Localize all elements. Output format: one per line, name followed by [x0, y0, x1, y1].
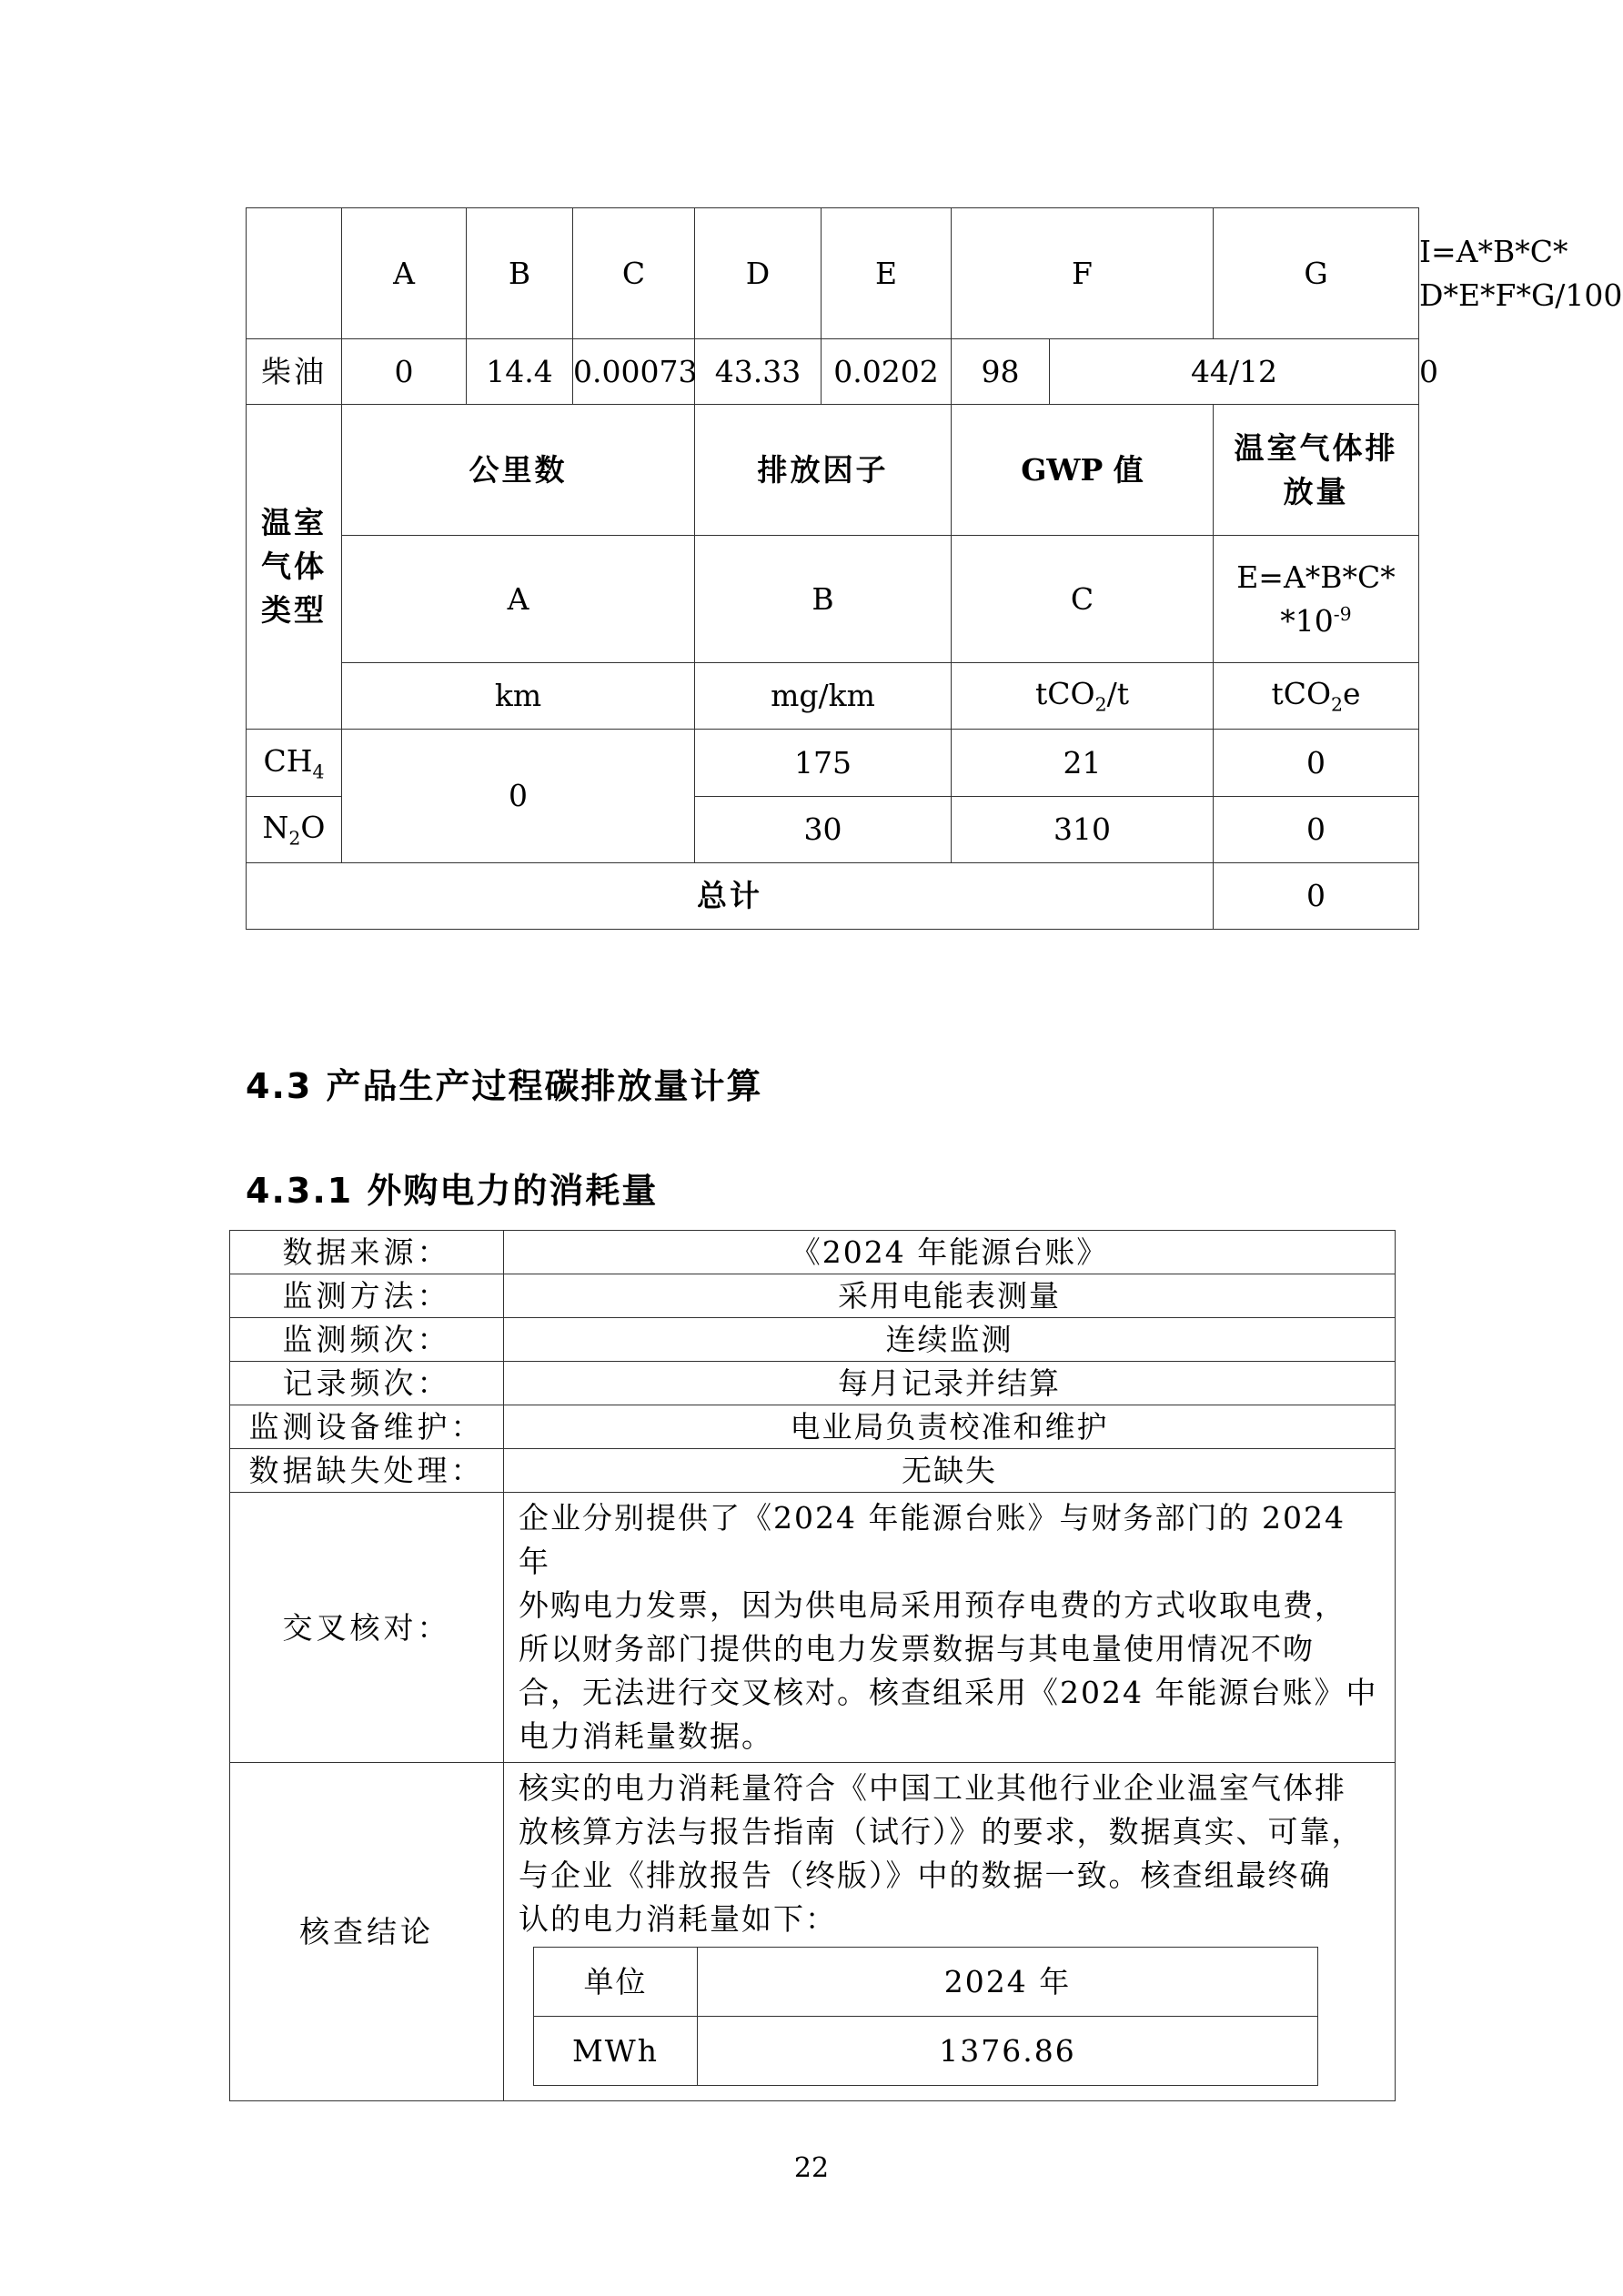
table-row — [230, 1449, 1396, 1493]
conclusion-row — [230, 1763, 1396, 2101]
table-row — [534, 2017, 1318, 2086]
label-line: 气体 — [261, 549, 327, 585]
row-label: 记录频次： — [230, 1362, 504, 1405]
table-cell: A — [342, 536, 695, 663]
table-cell: C — [573, 208, 695, 339]
total-value: 0 — [1214, 863, 1419, 930]
unit-part: tCO — [1271, 676, 1332, 712]
table-cell: A — [342, 208, 467, 339]
text-line: 认的电力消耗量如下： — [519, 1901, 837, 1937]
unit-part: /t — [1106, 676, 1129, 712]
table-cell: 21 — [952, 730, 1214, 797]
row-label: 交叉核对： — [230, 1493, 504, 1763]
total-row — [247, 863, 1419, 930]
gas-name: O — [300, 810, 326, 846]
unit-subscript: 2 — [1094, 693, 1107, 716]
text-line: 企业分别提供了《2024 年能源台账》与财务部门的 2024 年 — [519, 1500, 1346, 1579]
letter-row — [247, 536, 1419, 663]
gas-name: N — [262, 810, 289, 846]
label-line: 温室 — [261, 505, 327, 541]
label-line: 温室气体排 — [1234, 429, 1398, 466]
row-value: 《2024 年能源台账》 — [504, 1231, 1396, 1274]
row-label: 监测设备维护： — [230, 1405, 504, 1449]
gwp-header: GWP 值 — [952, 405, 1214, 536]
table-cell: 0 — [342, 339, 467, 405]
table-cell: 43.33 — [695, 339, 822, 405]
table-cell — [247, 208, 342, 339]
table-cell: 44/12 — [1050, 339, 1419, 405]
formula-base: *10 — [1280, 602, 1334, 639]
gas-label — [247, 730, 342, 797]
table-cell: 98 — [952, 339, 1050, 405]
unit-part: e — [1343, 676, 1361, 712]
table-cell: 0.00073 — [573, 339, 695, 405]
table-cell: G — [1214, 208, 1419, 339]
row-value: 每月记录并结算 — [504, 1362, 1396, 1405]
label-line: 类型 — [261, 591, 327, 628]
table-row — [230, 1318, 1396, 1362]
table-row — [230, 1362, 1396, 1405]
text-line: 合，无法进行交叉核对。核查组采用《2024 年能源台账》中 — [519, 1675, 1378, 1710]
gas-subscript: 2 — [288, 827, 301, 850]
row-value: 采用电能表测量 — [504, 1274, 1396, 1318]
text-line: 所以财务部门提供的电力发票数据与其电量使用情况不吻 — [519, 1631, 1315, 1667]
subsection-heading: 4.3.1 外购电力的消耗量 — [246, 1171, 659, 1211]
page-number: 22 — [793, 2152, 830, 2184]
table-cell: E — [822, 208, 952, 339]
table-row — [230, 1274, 1396, 1318]
section-heading: 4.3 产品生产过程碳排放量计算 — [246, 1066, 763, 1106]
cross-check-row — [230, 1493, 1396, 1763]
table-cell — [1214, 663, 1419, 730]
text-line: 核实的电力消耗量符合《中国工业其他行业企业温室气体排 — [519, 1770, 1346, 1806]
consumption-result-table — [533, 1947, 1318, 2086]
table-row — [230, 1405, 1396, 1449]
row-label: 数据缺失处理： — [230, 1449, 504, 1493]
mileage-value: 0 — [342, 730, 695, 863]
table-cell: 175 — [695, 730, 952, 797]
gas-label — [247, 797, 342, 863]
row-value: 电业局负责校准和维护 — [504, 1405, 1396, 1449]
table-cell: 0 — [1214, 797, 1419, 863]
row-label: 监测方法： — [230, 1274, 504, 1318]
ghg-header-row — [247, 405, 1419, 536]
table-cell: 0 — [1214, 730, 1419, 797]
row-label: 监测频次： — [230, 1318, 504, 1362]
unit-subscript: 2 — [1331, 693, 1344, 716]
unit-part: tCO — [1035, 676, 1095, 712]
diesel-row: 柴油 0 14.4 0.00073 43.33 0.0202 98 44/12 0 — [247, 339, 1419, 405]
table-cell: mg/km — [695, 663, 952, 730]
label-line: 放量 — [1283, 473, 1349, 509]
gas-name: CH — [263, 742, 313, 779]
mileage-header: 公里数 — [342, 405, 695, 536]
table-cell: B — [467, 208, 573, 339]
unit-row — [247, 663, 1419, 730]
gas-subscript: 4 — [312, 760, 325, 783]
unit-value: MWh — [534, 2017, 698, 2086]
ghg-type-label — [247, 405, 342, 730]
unit-header: 单位 — [534, 1948, 698, 2017]
row-value: 连续监测 — [504, 1318, 1396, 1362]
text-line: 与企业《排放报告（终版）》中的数据一致。核查组最终确 — [519, 1858, 1332, 1893]
row-value: 无缺失 — [504, 1449, 1396, 1493]
text-line: 电力消耗量数据。 — [519, 1718, 773, 1754]
table-cell: D — [695, 208, 822, 339]
electricity-consumption-table — [229, 1230, 1396, 2101]
fuel-label: 柴油 — [247, 339, 342, 405]
conclusion-text — [504, 1763, 1396, 2101]
formula-e-cell — [1214, 536, 1419, 663]
cross-check-text — [504, 1493, 1396, 1763]
total-label: 总计 — [247, 863, 1214, 930]
year-header: 2024 年 — [698, 1948, 1318, 2017]
formula-exponent: -9 — [1333, 602, 1352, 625]
ghg-emissions-table — [246, 207, 1623, 930]
formula-line: E=A*B*C* — [1236, 559, 1396, 595]
ch4-row — [247, 730, 1419, 797]
text-line: 放核算方法与报告指南（试行）》的要求，数据真实、可靠， — [519, 1814, 1364, 1849]
table-cell: km — [342, 663, 695, 730]
table-row — [230, 1231, 1396, 1274]
consumption-value: 1376.86 — [698, 2017, 1318, 2086]
text-line: 外购电力发票，因为供电局采用预存电费的方式收取电费， — [519, 1587, 1346, 1623]
table-cell: 14.4 — [467, 339, 573, 405]
row-label: 数据来源： — [230, 1231, 504, 1274]
table-cell: 30 — [695, 797, 952, 863]
table-row — [534, 1948, 1318, 2017]
emissions-header — [1214, 405, 1419, 536]
table-cell: B — [695, 536, 952, 663]
table-cell — [952, 663, 1214, 730]
row-label: 核查结论 — [230, 1763, 504, 2101]
emission-factor-header: 排放因子 — [695, 405, 952, 536]
letter-header-row: A B C D E F G I=A*B*C* D*E*F*G/100 — [247, 208, 1419, 339]
table-cell: 310 — [952, 797, 1214, 863]
table-cell: 0.0202 — [822, 339, 952, 405]
formula-line — [1214, 599, 1418, 643]
table-cell: F — [952, 208, 1214, 339]
table-cell: C — [952, 536, 1214, 663]
